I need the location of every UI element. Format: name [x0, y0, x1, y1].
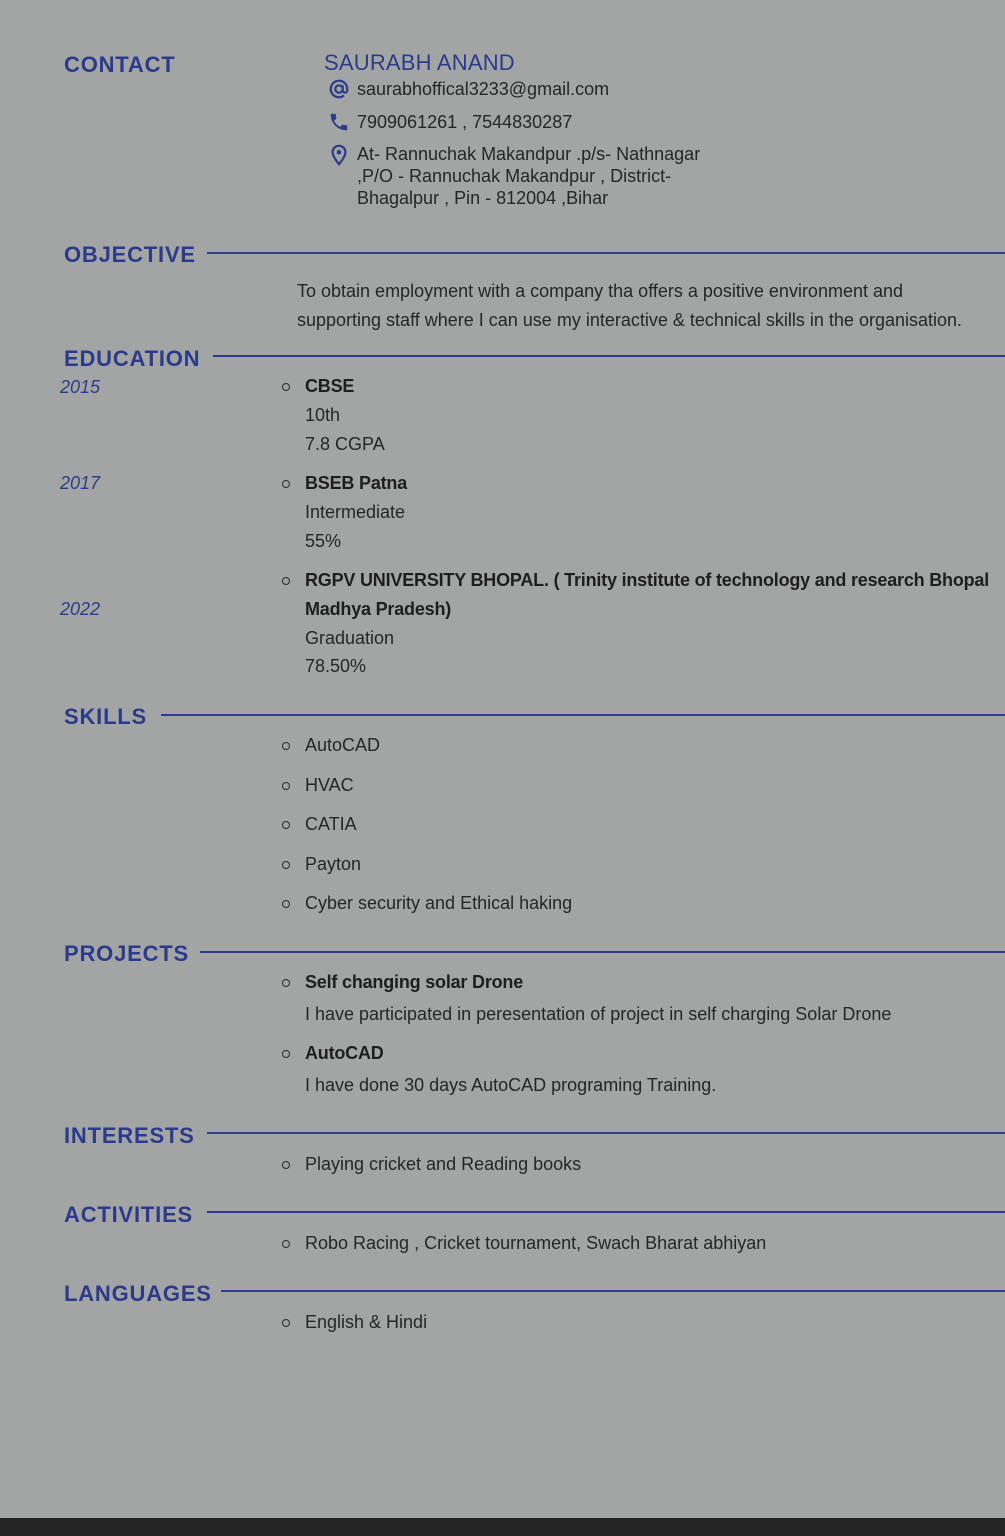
languages-heading: LANGUAGES	[64, 1281, 212, 1306]
objective-heading: OBJECTIVE	[64, 242, 196, 267]
bullet-icon	[282, 1161, 290, 1169]
education-institution-line-2: Madhya Pradesh)	[305, 599, 452, 619]
education-score: 78.50%	[305, 656, 367, 676]
skills-divider	[161, 714, 1005, 716]
phone-icon	[328, 111, 350, 133]
bullet-icon	[282, 383, 290, 391]
email-text: saurabhoffical3233@gmail.com	[357, 79, 610, 99]
project-title: Self changing solar Drone	[305, 972, 524, 992]
project-description: I have participated in peresentation of project in self charging Solar Drone	[305, 1004, 892, 1024]
skill-item: AutoCAD	[305, 735, 381, 755]
address-line-1: At- Rannuchak Makandpur .p/s- Nathnagar	[357, 144, 701, 164]
skills-heading: SKILLS	[64, 704, 148, 729]
at-icon	[328, 78, 350, 100]
bullet-icon	[282, 1050, 290, 1058]
education-year: 2015	[60, 377, 101, 397]
bullet-icon	[282, 979, 290, 987]
project-description: I have done 30 days AutoCAD programing Training.	[305, 1075, 717, 1095]
language-item: English & Hindi	[305, 1312, 428, 1332]
bullet-icon	[282, 1319, 290, 1327]
objective-divider	[207, 252, 1005, 254]
skill-item: Cyber security and Ethical haking	[305, 893, 573, 913]
bullet-icon	[282, 782, 290, 790]
bottom-bar	[0, 1518, 1005, 1536]
education-level: Graduation	[305, 628, 395, 648]
skill-item: HVAC	[305, 775, 354, 795]
activity-item: Robo Racing , Cricket tournament, Swach Bharat abhiyan	[305, 1233, 767, 1253]
education-institution: CBSE	[305, 376, 355, 396]
location-pin-icon	[328, 144, 350, 166]
objective-line-1: To obtain employment with a company tha offers a positive environment and	[297, 281, 904, 301]
bullet-icon	[282, 742, 290, 750]
bullet-icon	[282, 577, 290, 585]
education-institution-line-1: RGPV UNIVERSITY BHOPAL. ( Trinity institute of technology and research Bhopal	[305, 570, 990, 590]
interests-divider	[207, 1132, 1005, 1134]
candidate-name: SAURABH ANAND	[324, 50, 515, 75]
education-heading: EDUCATION	[64, 346, 201, 371]
address-line-3: Bhagalpur , Pin - 812004 ,Bihar	[357, 188, 609, 208]
education-divider	[213, 355, 1005, 357]
phone-text: 7909061261 , 7544830287	[357, 112, 573, 132]
skill-item: Payton	[305, 854, 362, 874]
education-level: 10th	[305, 405, 341, 425]
contact-heading: CONTACT	[64, 52, 176, 77]
languages-divider	[221, 1290, 1005, 1292]
address-line-2: ,P/O - Rannuchak Makandpur , District-	[357, 166, 672, 186]
bullet-icon	[282, 480, 290, 488]
bullet-icon	[282, 861, 290, 869]
projects-heading: PROJECTS	[64, 941, 189, 966]
education-year: 2017	[60, 473, 101, 493]
objective-text	[297, 277, 1005, 335]
activities-divider	[207, 1211, 1005, 1213]
education-institution: BSEB Patna	[305, 473, 408, 493]
interests-heading: INTERESTS	[64, 1123, 195, 1148]
activities-heading: ACTIVITIES	[64, 1202, 194, 1227]
project-title: AutoCAD	[305, 1043, 384, 1063]
bullet-icon	[282, 1240, 290, 1248]
skill-item: CATIA	[305, 814, 357, 834]
education-level: Intermediate	[305, 502, 406, 522]
bullet-icon	[282, 821, 290, 829]
education-score: 55%	[305, 531, 342, 551]
education-score: 7.8 CGPA	[305, 434, 385, 454]
projects-divider	[200, 951, 1005, 953]
objective-line-2: supporting staff where I can use my interactive & technical skills in the organisation.	[297, 310, 963, 330]
education-year: 2022	[60, 599, 101, 619]
bullet-icon	[282, 900, 290, 908]
interest-item: Playing cricket and Reading books	[305, 1154, 582, 1174]
